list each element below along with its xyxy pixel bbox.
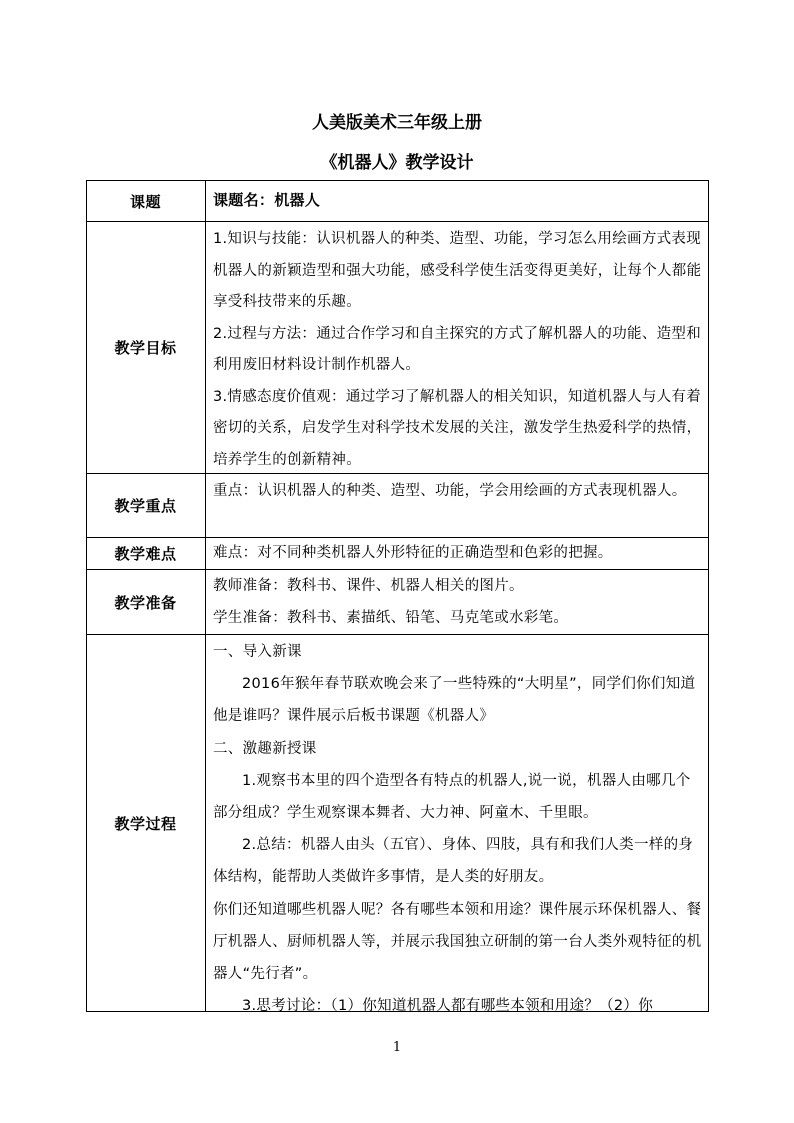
page-number: 1 bbox=[392, 1040, 402, 1055]
process-paragraph: 你们还知道哪些机器人呢？各有哪些本领和用途？课件展示环保机器人、餐厅机器人、厨师机器人等，并展示我国独立研制的第一台人类外观特征的机器人“先行者”。 bbox=[213, 901, 702, 983]
topic-label: 课题 bbox=[129, 192, 161, 211]
goal-process: 2.过程与方法：通过合作学习和自主探究的方式了解机器人的功能、造型和利用废旧材料设计制作机器人。 bbox=[213, 325, 702, 373]
process-paragraph: 2016年猴年春节联欢晚会来了一些特殊的“大明星”，同学们你们知道他是谁吗？课件展示后板书课题《机器人》 bbox=[213, 676, 696, 725]
difficulty-label: 教学难点 bbox=[114, 545, 177, 563]
process-paragraph: 3.思考讨论：（1）你知道机器人都有哪些本领和用途？（2）你 bbox=[242, 998, 654, 1015]
preparation-label: 教学准备 bbox=[114, 593, 177, 612]
section-heading: 二、激趣新授课 bbox=[213, 740, 317, 757]
goal-attitude: 3.情感态度价值观：通过学习了解机器人的相关知识，知道机器人与人有着密切的关系，启发学生对科学技术发展的关注，激发学生热爱科学的热情，培养学生的创新精神。 bbox=[213, 388, 702, 468]
table-row-preparation bbox=[86, 570, 709, 634]
teacher-prep: 教师准备：教科书、课件、机器人相关的图片。 bbox=[213, 578, 524, 594]
goal-knowledge: 1.知识与技能：认识机器人的种类、造型、功能，学习怎么用绘画方式表现机器人的新颖造型和强大功能，感受科学使生活变得更美好，让每个人都能享受科技带来的乐趣。 bbox=[213, 231, 702, 310]
difficulty-text: 难点：对不同种类机器人外形特征的正确造型和色彩的把握。 bbox=[213, 545, 613, 561]
document-subtitle: 《机器人》教学设计 bbox=[320, 153, 474, 173]
table-row-difficulty bbox=[86, 538, 709, 569]
student-prep: 学生准备：教科书、素描纸、铅笔、马克笔或水彩笔。 bbox=[213, 609, 569, 626]
table-row-goals bbox=[86, 222, 709, 473]
key-points-text: 重点：认识机器人的种类、造型、功能，学会用绘画的方式表现机器人。 bbox=[213, 483, 687, 499]
table-row-topic bbox=[86, 181, 709, 221]
key-points-label: 教学重点 bbox=[114, 497, 177, 515]
section-heading: 一、导入新课 bbox=[213, 644, 302, 660]
document-title: 人美版美术三年级上册 bbox=[312, 113, 482, 133]
process-paragraph: 2.总结：机器人由头（五官）、身体、四肢，具有和我们人类一样的身体结构，能帮助人类做许多事情，是人类的好朋友。 bbox=[213, 837, 694, 886]
topic-value: 课题名：机器人 bbox=[213, 191, 321, 209]
goals-content bbox=[213, 224, 703, 476]
process-label: 教学过程 bbox=[114, 814, 177, 833]
table-row-key-points bbox=[86, 474, 709, 537]
process-content bbox=[213, 636, 703, 1022]
process-paragraph: 1.观察书本里的四个造型各有特点的机器人,说一说，机器人由哪几个部分组成？学生观察课本舞者、大力神、阿童木、千里眼。 bbox=[213, 772, 691, 822]
goals-label: 教学目标 bbox=[114, 339, 177, 357]
table-row-process bbox=[86, 635, 709, 1015]
preparation-content bbox=[213, 571, 703, 634]
